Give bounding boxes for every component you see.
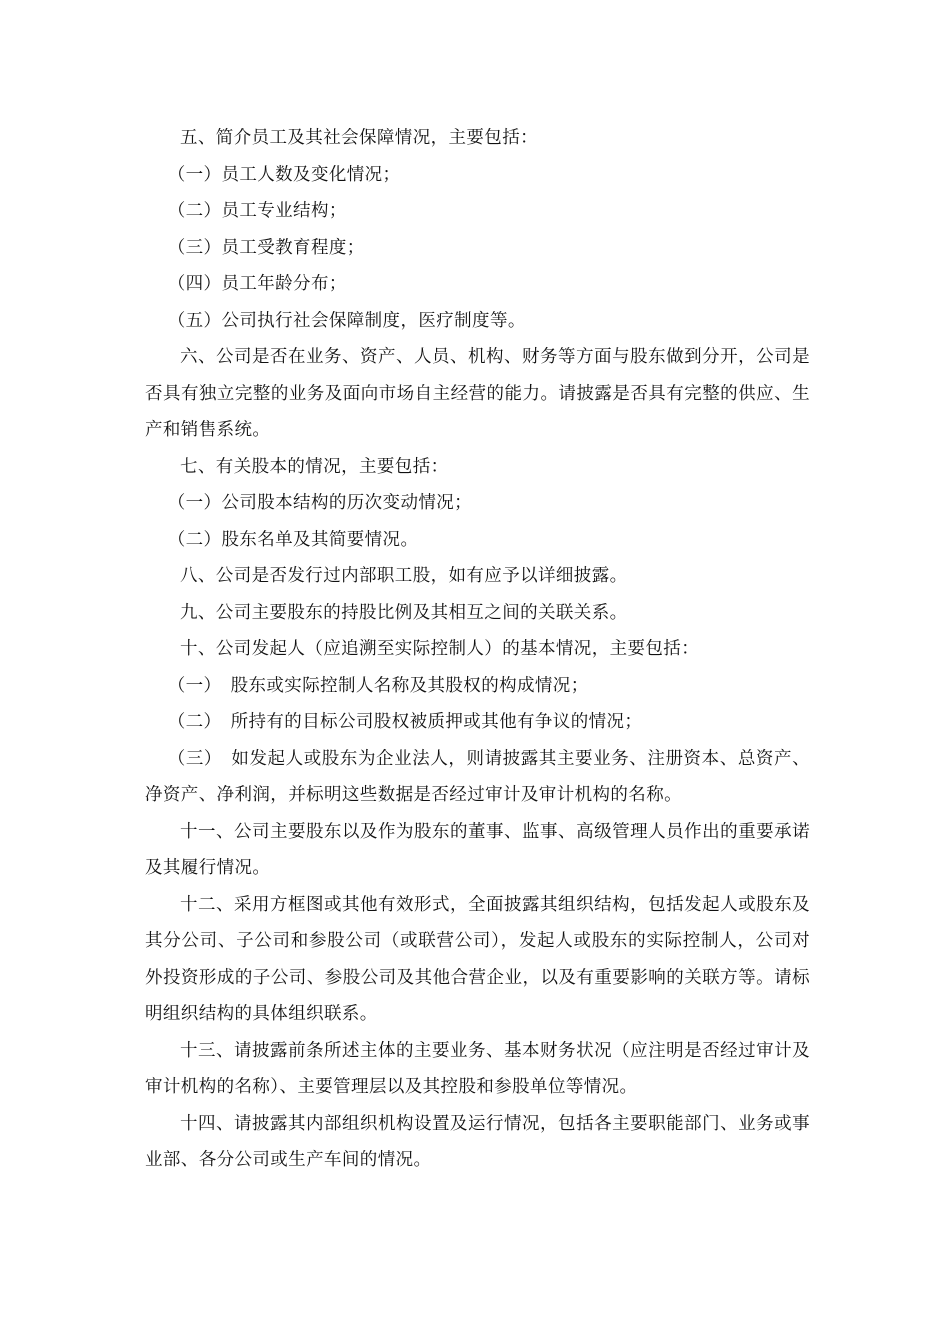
section-5-item-4: （四）员工年龄分布；: [167, 274, 347, 294]
section-13-paragraph: 十三、请披露前条所述主体的主要业务、基本财务状况（应注明是否经过审计及审计机构的名称）、主要管理层以及其控股和参股单位等情况。: [145, 1040, 810, 1097]
section-5-heading: 五、简介员工及其社会保障情况，主要包括：: [180, 128, 538, 148]
section-12-paragraph: 十二、采用方框图或其他有效形式，全面披露其组织结构，包括发起人或股东及其分公司、子公司和参股公司（或联营公司），发起人或股东的实际控制人，公司对外投资形成的子公司、参股公司及其他合营企业，以及有重要影响的关联方等。请标明组织结构的具体组织联系。: [145, 894, 810, 1024]
section-7-item-2: （二）股东名单及其简要情况。: [167, 529, 419, 550]
section-11-paragraph: 十一、公司主要股东以及作为股东的董事、监事、高级管理人员作出的重要承诺及其履行情况。: [145, 821, 810, 878]
section-9-paragraph: 九、公司主要股东的持股比例及其相互之间的关联关系。: [180, 602, 628, 623]
section-6-paragraph: 六、公司是否在业务、资产、人员、机构、财务等方面与股东做到分开，公司是否具有独立完整的业务及面向市场自主经营的能力。请披露是否具有完整的供应、生产和销售系统。: [145, 347, 810, 440]
section-7-heading: 七、有关股本的情况，主要包括：: [180, 456, 449, 477]
section-5-item-5: （五）公司执行社会保障制度，医疗制度等。: [167, 310, 526, 331]
section-7-item-1: （一）公司股本结构的历次变动情况；: [167, 493, 473, 513]
section-5-item-3: （三）员工受教育程度；: [167, 237, 365, 258]
section-5-item-2: （二）员工专业结构；: [167, 201, 347, 221]
document-body: [145, 120, 810, 1179]
section-14-paragraph: 十四、请披露其内部组织机构设置及运行情况，包括各主要职能部门、业务或事业部、各分公司或生产车间的情况。: [145, 1113, 810, 1170]
section-10-item-2: （二） 所持有的目标公司股权被质押或其他有争议的情况；: [167, 712, 643, 732]
section-10-item-1: （一） 股东或实际控制人名称及其股权的构成情况；: [167, 675, 589, 696]
section-8-paragraph: 八、公司是否发行过内部职工股，如有应予以详细披露。: [180, 566, 628, 586]
section-10-item-3: （三） 如发起人或股东为企业法人，则请披露其主要业务、注册资本、总资产、净资产、净利润，并标明这些数据是否经过审计及审计机构的名称。: [145, 748, 810, 805]
section-5-item-1: （一）员工人数及变化情况；: [167, 164, 401, 185]
section-10-heading: 十、公司发起人（应追溯至实际控制人）的基本情况，主要包括：: [180, 639, 700, 659]
